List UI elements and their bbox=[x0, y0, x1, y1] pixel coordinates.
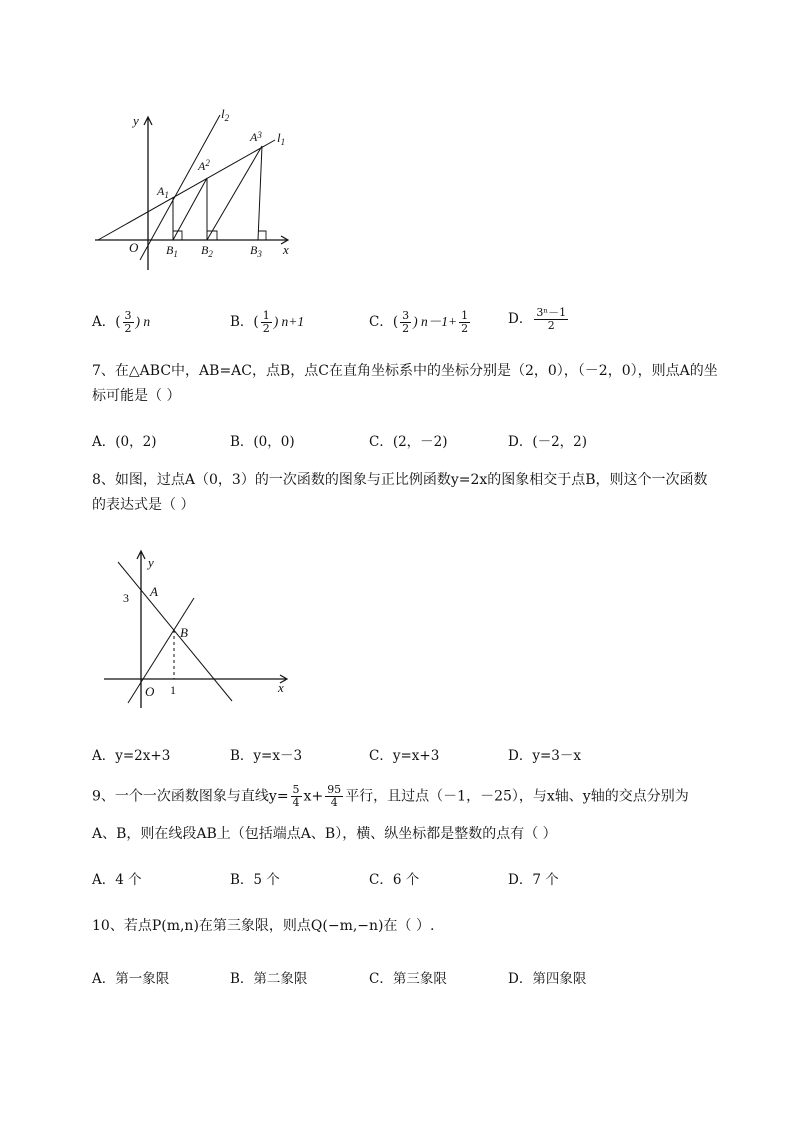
q8-label-y: y bbox=[148, 555, 154, 570]
figure-sequence-diagram bbox=[90, 100, 310, 270]
q8-option-b[interactable]: B．y=x－3 bbox=[230, 748, 303, 764]
label-l2: $l_2$ bbox=[221, 106, 230, 123]
q8-line1: 8、如图，过点A（0，3）的一次函数的图象与正比例函数y=2x的图象相交于点B，则这个一次函数 bbox=[92, 472, 708, 488]
q7-option-a[interactable]: A．(0，2) bbox=[92, 434, 157, 450]
q6-d-prefix: D． bbox=[508, 311, 533, 327]
q8-label-b: B bbox=[180, 625, 188, 640]
q6-c-den: 2 bbox=[402, 322, 410, 335]
q8-line-ab bbox=[118, 562, 232, 701]
q7-option-d[interactable]: D．(－2，2) bbox=[508, 434, 588, 450]
label-b2: $B_2$ bbox=[201, 243, 213, 259]
q10-option-a[interactable]: A．第一象限 bbox=[92, 971, 170, 987]
label-x: x bbox=[283, 242, 289, 257]
q9-line1-post: 平行，且过点（－1，－25），与x轴、y轴的交点分别为 bbox=[345, 788, 689, 805]
q9-frac2-den: 4 bbox=[330, 796, 338, 809]
q6-c-suffix: ) n－1+ bbox=[413, 314, 458, 329]
q9-option-d[interactable]: D．7 个 bbox=[508, 872, 559, 888]
q8-label-x: x bbox=[278, 680, 284, 695]
label-l1: $l_1$ bbox=[277, 130, 286, 147]
label-a3: $A^3$ bbox=[250, 130, 262, 144]
q10-option-c[interactable]: C．第三象限 bbox=[369, 971, 447, 987]
segment-a3b3 bbox=[258, 146, 262, 240]
label-a1: $A_1$ bbox=[157, 184, 169, 200]
q8-line2: 的表达式是（ ） bbox=[92, 497, 195, 513]
q10-line1: 10、若点P(m,n)在第三象限，则点Q(−m,−n)在（ ）. bbox=[92, 918, 435, 934]
q6-a-fraction bbox=[123, 310, 134, 335]
q9-line1-pre: 9、一个一次函数图象与直线y= bbox=[92, 788, 289, 805]
q10-option-b[interactable]: B．第二象限 bbox=[230, 971, 308, 987]
q8-tick-3: 3 bbox=[123, 591, 129, 605]
q6-c-den2: 2 bbox=[461, 322, 469, 335]
q9-frac2-num: 95 bbox=[327, 783, 342, 796]
q8-option-a[interactable]: A．y=2x+3 bbox=[92, 748, 171, 764]
q7-line1: 7、在△ABC中，AB=AC，点B，点C在直角坐标系中的坐标分别是（2，0），（－2，0），则点A的坐 bbox=[92, 363, 718, 379]
q6-a-num: 3 bbox=[124, 309, 132, 322]
right-angle-b3 bbox=[258, 231, 266, 240]
q6-a-prefix: A．( bbox=[92, 314, 121, 330]
q9-line1 bbox=[92, 784, 689, 809]
q6-c-num: 3 bbox=[402, 309, 410, 322]
q8-tick-1: 1 bbox=[170, 683, 176, 697]
q6-b-fraction bbox=[261, 310, 272, 335]
line-l1 bbox=[98, 140, 275, 240]
q9-frac1-num: 5 bbox=[292, 783, 300, 796]
q6-c-num2: 1 bbox=[461, 309, 469, 322]
q6-d-fraction bbox=[534, 307, 568, 332]
q8-label-a: A bbox=[150, 584, 158, 599]
q9-frac2 bbox=[325, 784, 343, 809]
q7-line2: 标可能是（ ） bbox=[92, 388, 181, 404]
q6-b-den: 2 bbox=[262, 322, 270, 335]
q9-option-c[interactable]: C．6 个 bbox=[369, 872, 420, 888]
q9-line1-mid: x+ bbox=[303, 788, 324, 805]
q6-d-num: 3ⁿ－1 bbox=[536, 306, 567, 319]
q9-line2: A、B，则在线段AB上（包括端点A、B），横、纵坐标都是整数的点有（ ） bbox=[92, 826, 557, 842]
q6-b-prefix: B．( bbox=[230, 314, 259, 330]
q8-label-origin: O bbox=[145, 684, 155, 699]
q9-option-a[interactable]: A．4 个 bbox=[92, 872, 142, 888]
label-y: y bbox=[133, 113, 139, 128]
q6-b-suffix: ) n+1 bbox=[273, 314, 305, 329]
label-origin: O bbox=[129, 240, 139, 255]
q6-option-a[interactable] bbox=[92, 310, 150, 335]
q9-frac1-den: 4 bbox=[292, 796, 300, 809]
q6-option-d[interactable] bbox=[508, 307, 570, 332]
q6-option-c[interactable] bbox=[369, 310, 472, 335]
q6-c-fraction bbox=[400, 310, 411, 335]
q10-option-d[interactable]: D．第四象限 bbox=[508, 971, 587, 987]
q8-option-d[interactable]: D．y=3－x bbox=[508, 748, 581, 764]
q7-option-c[interactable]: C．(2，－2) bbox=[369, 434, 448, 450]
label-b3: $B_3$ bbox=[250, 243, 262, 259]
q9-frac1 bbox=[291, 784, 302, 809]
q6-c-fraction2 bbox=[459, 310, 470, 335]
q8-option-c[interactable]: C．y=x+3 bbox=[369, 748, 440, 764]
q9-option-b[interactable]: B．5 个 bbox=[230, 872, 280, 888]
q6-a-suffix: ) n bbox=[135, 314, 151, 329]
q7-option-b[interactable]: B．(0，0) bbox=[230, 434, 295, 450]
figure-q8-graph bbox=[100, 548, 300, 713]
segment-b2a3 bbox=[207, 146, 262, 240]
label-a2: $A^2$ bbox=[198, 158, 210, 173]
q6-d-den: 2 bbox=[547, 319, 555, 332]
q6-c-prefix: C．( bbox=[369, 314, 399, 330]
q6-b-num: 1 bbox=[262, 309, 270, 322]
q6-option-b[interactable] bbox=[230, 310, 304, 335]
label-b1: $B_1$ bbox=[166, 243, 178, 259]
q6-a-den: 2 bbox=[124, 322, 132, 335]
